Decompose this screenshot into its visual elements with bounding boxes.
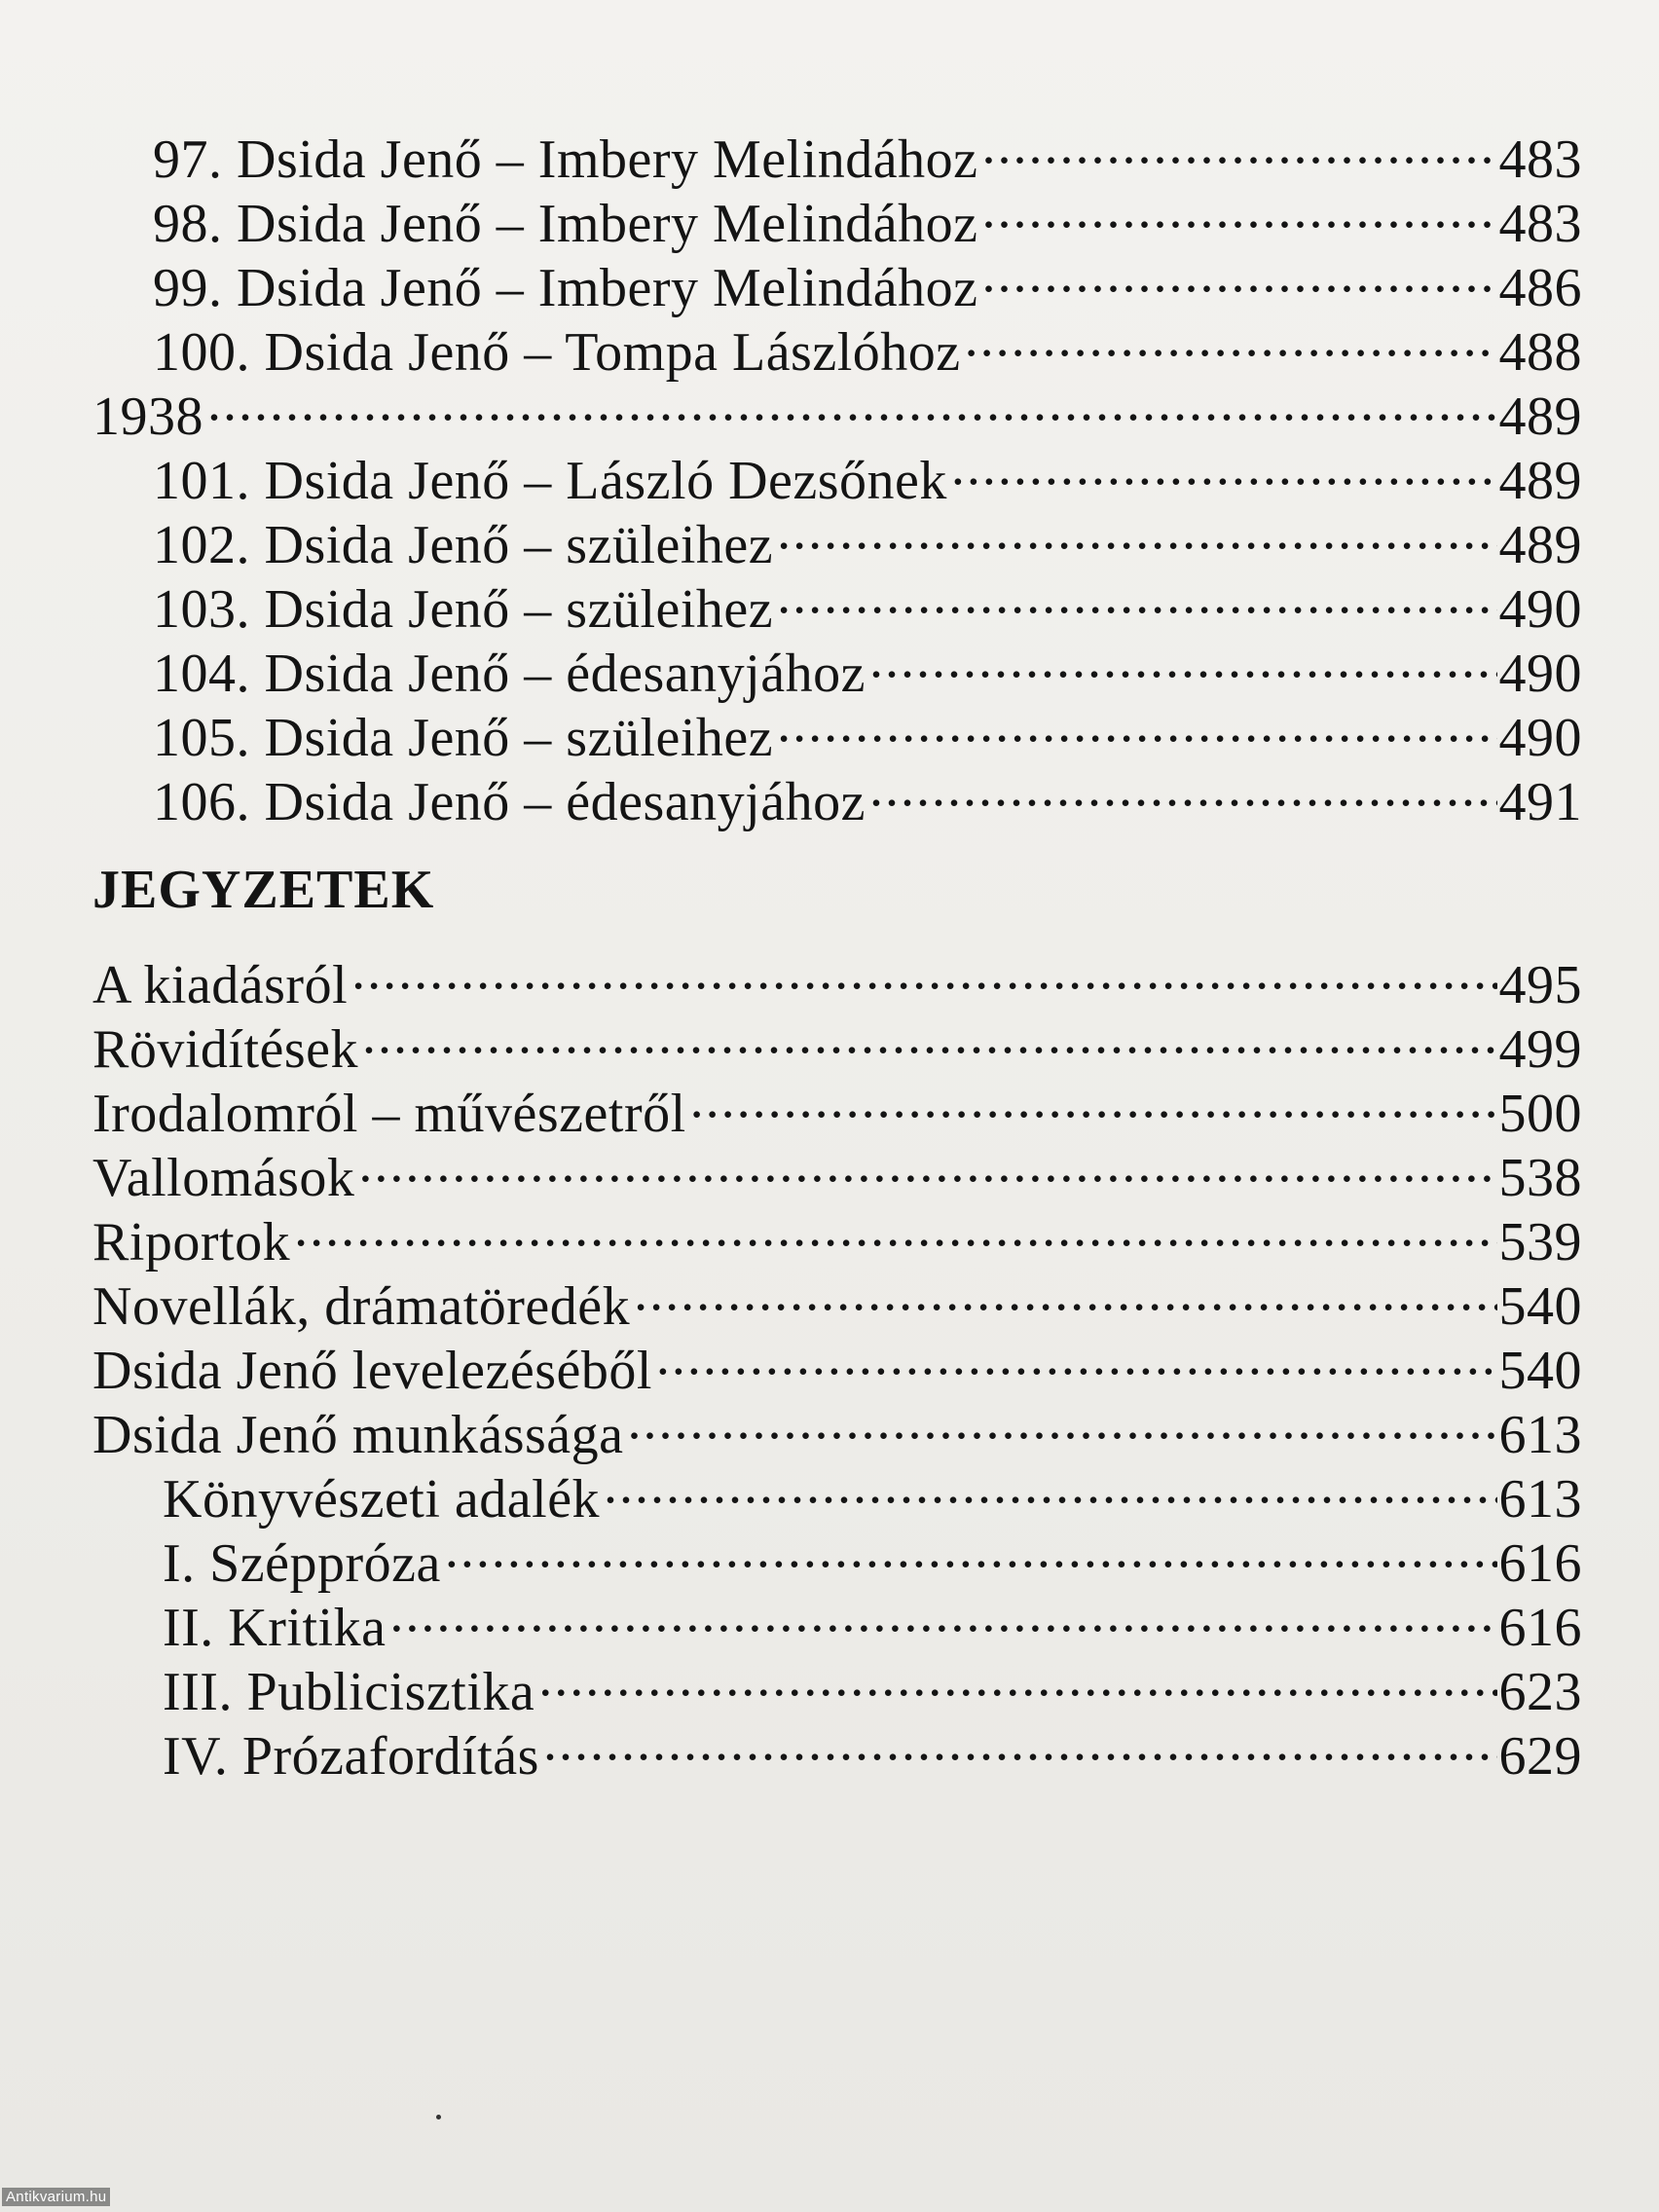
- toc-entry-label: 100. Dsida Jenő – Tompa Lászlóhoz: [153, 322, 961, 383]
- toc-entry-page: 539: [1498, 1212, 1582, 1272]
- toc-entry-page: 490: [1498, 644, 1582, 704]
- toc-entry-page: 486: [1498, 258, 1582, 318]
- toc-entry-page: 483: [1498, 129, 1582, 190]
- toc-year-page: 489: [1498, 387, 1582, 447]
- dot-leader: [951, 434, 1497, 498]
- dot-leader: [294, 1196, 1496, 1260]
- toc-year-1938: [92, 370, 1582, 447]
- toc-entry-label: 101. Dsida Jenő – László Dezsőnek: [153, 451, 947, 511]
- dot-leader: [389, 1581, 1496, 1645]
- toc-entry-page: 489: [1498, 451, 1582, 511]
- toc-entry-101: [92, 434, 1582, 511]
- toc-year-label: 1938: [92, 387, 203, 447]
- toc-entry-label: Dsida Jenő levelezéséből: [92, 1341, 652, 1401]
- dot-leader: [634, 1260, 1496, 1324]
- toc-entry-page: 623: [1498, 1662, 1582, 1722]
- dot-leader: [777, 563, 1496, 627]
- dot-leader: [656, 1324, 1497, 1388]
- dot-leader: [445, 1517, 1497, 1581]
- dot-leader: [351, 939, 1496, 1003]
- toc-entry-label: Novellák, drámatöredék: [92, 1276, 631, 1337]
- dot-leader: [981, 177, 1496, 241]
- toc-entry-label: 105. Dsida Jenő – szüleihez: [153, 708, 774, 768]
- toc-entry-label: 98. Dsida Jenő – Imbery Melindához: [153, 194, 978, 254]
- toc-note-entry: [92, 1260, 1582, 1337]
- toc-entry-label: III. Publicisztika: [163, 1662, 535, 1722]
- dot-leader: [981, 241, 1496, 306]
- dot-leader: [869, 756, 1497, 820]
- dot-leader: [628, 1388, 1497, 1453]
- dot-leader: [690, 1067, 1497, 1131]
- toc-entry-page: 483: [1498, 194, 1582, 254]
- toc-entry-page: 616: [1498, 1533, 1582, 1594]
- toc-entry-page: 489: [1498, 515, 1582, 575]
- dot-leader: [543, 1710, 1497, 1774]
- dot-leader: [358, 1131, 1496, 1196]
- toc-entry-97: [92, 113, 1582, 190]
- toc-entry-label: Irodalomról – művészetről: [92, 1084, 686, 1144]
- toc-note-entry: [92, 939, 1582, 1015]
- toc-entry-label: Könyvészeti adalék: [163, 1469, 601, 1530]
- toc-entry-page: 540: [1498, 1341, 1582, 1401]
- section-heading: JEGYZETEK: [92, 860, 435, 920]
- toc-entry-page: 490: [1498, 708, 1582, 768]
- toc-entry-page: 499: [1498, 1019, 1582, 1080]
- dot-leader: [965, 306, 1497, 370]
- toc-entry-label: 106. Dsida Jenő – édesanyjához: [153, 772, 866, 832]
- toc-entry-label: Riportok: [92, 1212, 291, 1272]
- dot-leader: [604, 1453, 1496, 1517]
- dot-leader: [777, 691, 1496, 756]
- toc-entry-label: 104. Dsida Jenő – édesanyjához: [153, 644, 866, 704]
- toc-entry-page: 490: [1498, 579, 1582, 640]
- toc-entry-label: Vallomások: [92, 1148, 355, 1208]
- dot-leader: [869, 627, 1497, 691]
- toc-entry-label: II. Kritika: [163, 1598, 387, 1658]
- watermark: Antikvarium.hu: [2, 2188, 110, 2206]
- toc-entry-page: 629: [1498, 1726, 1582, 1787]
- toc-entry-page: 495: [1498, 955, 1582, 1015]
- toc-entry-page: 488: [1498, 322, 1582, 383]
- ink-dot: [436, 2115, 441, 2120]
- toc-entry-label: 99. Dsida Jenő – Imbery Melindához: [153, 258, 978, 318]
- dot-leader: [362, 1003, 1496, 1067]
- toc-note-entry: [92, 1196, 1582, 1272]
- dot-leader: [207, 370, 1497, 434]
- dot-leader: [538, 1645, 1496, 1710]
- toc-entry-label: Dsida Jenő munkássága: [92, 1405, 624, 1465]
- toc-entry-page: 613: [1498, 1469, 1582, 1530]
- toc-entry-page: 538: [1498, 1148, 1582, 1208]
- toc-entry-page: 540: [1498, 1276, 1582, 1337]
- toc-entry-label: IV. Prózafordítás: [163, 1726, 539, 1787]
- toc-entry-label: 97. Dsida Jenő – Imbery Melindához: [153, 129, 978, 190]
- toc-entry-label: A kiadásról: [92, 955, 349, 1015]
- dot-leader: [981, 113, 1496, 177]
- toc-entry-label: Rövidítések: [92, 1019, 359, 1080]
- toc-entry-page: 616: [1498, 1598, 1582, 1658]
- toc-entry-page: 613: [1498, 1405, 1582, 1465]
- table-of-contents: [92, 113, 1582, 1787]
- dot-leader: [777, 498, 1496, 563]
- toc-entry-label: 102. Dsida Jenő – szüleihez: [153, 515, 774, 575]
- toc-entry-page: 500: [1498, 1084, 1582, 1144]
- toc-entry-label: I. Széppróza: [163, 1533, 441, 1594]
- toc-entry-page: 491: [1498, 772, 1582, 832]
- toc-entry-label: 103. Dsida Jenő – szüleihez: [153, 579, 774, 640]
